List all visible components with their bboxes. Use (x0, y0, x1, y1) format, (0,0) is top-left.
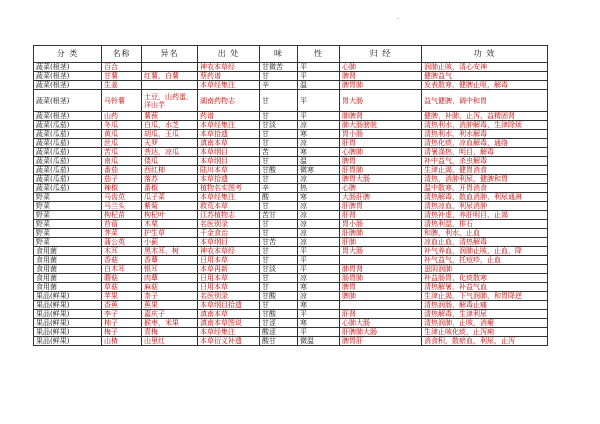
name-cell: 山药 (102, 112, 142, 121)
header-taste: 味 (260, 46, 298, 63)
table-row (34, 310, 548, 319)
effect-cell: 生津止渴，下气润肺，和胃降逆 (422, 292, 548, 301)
nature-cell: 温 (298, 81, 340, 90)
channel-cell: 心肺大肠 (340, 319, 422, 328)
category-cell: 蔬菜(瓜茄) (34, 175, 102, 184)
header-alias: 异名 (142, 46, 198, 63)
alias-cell: 香蕈 (142, 256, 198, 265)
origin-cell: 千金食治 (198, 229, 260, 238)
channel-cell: 肺脾肾 (340, 112, 422, 121)
category-cell: 果品(鲜果) (34, 292, 102, 301)
category-cell: 蔬菜(根茎) (34, 81, 102, 90)
category-cell: 野菜 (34, 229, 102, 238)
category-cell: 野菜 (34, 220, 102, 229)
nature-cell: 寒 (298, 193, 340, 202)
taste-cell: 甘淡 (260, 121, 298, 130)
name-cell: 甘薯 (102, 72, 142, 81)
taste-cell: 甘淡 (260, 265, 298, 274)
alias-cell: 倭瓜 (142, 157, 198, 166)
channel-cell: 肺大肠膀胱 (340, 121, 422, 130)
origin-cell: 陆川本草 (198, 166, 260, 175)
taste-cell: 甘 (260, 274, 298, 283)
effect-cell: 清热凉血，利尿消肿 (422, 202, 548, 211)
origin-cell: 神农本草经 (198, 63, 260, 72)
category-cell: 蔬菜(根茎) (34, 112, 102, 121)
nature-cell: 平 (298, 247, 340, 256)
nature-cell: 平 (298, 63, 340, 72)
alias-cell: 蕉果 (142, 301, 198, 310)
effect-cell: 健脾，补肺，止泻，益精固肾 (422, 112, 548, 121)
nature-cell: 平 (298, 112, 340, 121)
name-cell: 生姜 (102, 81, 142, 90)
alias-cell: 木栗 (142, 220, 198, 229)
table-row (34, 72, 548, 81)
name-cell: 南瓜 (102, 157, 142, 166)
name-cell: 马铃薯 (102, 90, 142, 112)
alias-cell: 胡瓜，王瓜 (142, 130, 198, 139)
nature-cell: 平 (298, 72, 340, 81)
alias-cell: 嘉庆子 (142, 310, 198, 319)
nature-cell: 寒 (298, 130, 340, 139)
name-cell: 蘑菇 (102, 274, 142, 283)
table-row (34, 328, 548, 337)
alias-cell: 白瓜，水芝 (142, 121, 198, 130)
channel-cell: 胃大肠 (340, 247, 422, 256)
effect-cell: 清热润肺，止咳，消瘿 (422, 319, 548, 328)
channel-cell: 肠胃肺 (340, 274, 422, 283)
alias-cell: 护生草 (142, 229, 198, 238)
alias-cell: 山里红 (142, 337, 198, 346)
alias-cell: 土豆，山药蛋，洋山芋 (142, 90, 198, 112)
effect-cell: 补益肠胃，化痰散寒 (422, 274, 548, 283)
table-row (34, 283, 548, 292)
nature-cell: 寒 (298, 283, 340, 292)
category-cell: 蔬菜(瓜茄) (34, 139, 102, 148)
nature-cell: 凉 (298, 274, 340, 283)
origin-cell: 救荒本草 (198, 202, 260, 211)
table-row (34, 81, 548, 90)
name-cell: 辣椒 (102, 184, 142, 193)
table-row (34, 121, 548, 130)
herbal-food-table-sheet (33, 45, 547, 346)
name-cell: 香蕉 (102, 301, 142, 310)
category-cell: 蔬菜(瓜茄) (34, 130, 102, 139)
effect-cell: 凉血止血，清热解毒 (422, 238, 548, 247)
category-cell: 蔬菜(瓜茄) (34, 166, 102, 175)
category-cell: 果品(鲜果) (34, 337, 102, 346)
effect-cell: 清暑涤热，明目，解毒 (422, 148, 548, 157)
table-row (34, 265, 548, 274)
effect-cell: 补中益气，杀虫解毒 (422, 157, 548, 166)
table-row (34, 90, 548, 112)
name-cell: 李子 (102, 310, 142, 319)
origin-cell: 日用本草 (198, 256, 260, 265)
taste-cell: 甘 (260, 229, 298, 238)
table-row (34, 148, 548, 157)
taste-cell: 甘 (260, 301, 298, 310)
name-cell: 丝瓜 (102, 139, 142, 148)
table-row (34, 247, 548, 256)
effect-cell: 清热利湿，排石 (422, 220, 548, 229)
table-row (34, 256, 548, 265)
origin-cell: 本草纲目拾遗 (198, 301, 260, 310)
taste-cell: 苦 (260, 148, 298, 157)
taste-cell: 甘酸 (260, 310, 298, 319)
name-cell: 木耳 (102, 247, 142, 256)
alias-cell: 猴枣，米果 (142, 319, 198, 328)
name-cell: 马兰头 (102, 202, 142, 211)
effect-cell: 清热润肠，解毒止痛 (422, 301, 548, 310)
origin-cell: 本草纲目 (198, 148, 260, 157)
table-row (34, 139, 548, 148)
table-row (34, 175, 548, 184)
alias-cell: 菩达，凉瓜 (142, 148, 198, 157)
effect-cell: 清热补虚，养肝明目，止渴 (422, 211, 548, 220)
effect-cell: 清热利水，利水解毒 (422, 130, 548, 139)
origin-cell: 本草经集注 (198, 121, 260, 130)
origin-cell: 湖南药物志 (198, 90, 260, 112)
page-mark: · (397, 16, 399, 23)
name-cell: 荠菜 (102, 229, 142, 238)
effect-cell: 清热，消肿利尿，健脾和胃 (422, 175, 548, 184)
taste-cell: 甘微苦 (260, 63, 298, 72)
effect-cell: 温中散寒，开胃消食 (422, 184, 548, 193)
name-cell: 冬瓜 (102, 121, 142, 130)
taste-cell: 甘 (260, 90, 298, 112)
channel-cell: 肝胃肺 (340, 166, 422, 175)
taste-cell: 甘酸 (260, 166, 298, 175)
effect-cell: 清热解毒，生津利尿 (422, 310, 548, 319)
table-row (34, 130, 548, 139)
effect-cell: 生津止渴，健胃消食 (422, 166, 548, 175)
table-header-row (34, 46, 548, 63)
effect-cell: 润肺止咳，清心安神 (422, 63, 548, 72)
nature-cell: 凉 (298, 202, 340, 211)
origin-cell: 本草纲目 (198, 238, 260, 247)
effect-cell: 清热化痰，凉血解毒，通络 (422, 139, 548, 148)
channel-cell: 脾胃 (340, 283, 422, 292)
name-cell: 苦瓜 (102, 148, 142, 157)
name-cell: 梅子 (102, 328, 142, 337)
origin-cell: 本草经集注 (198, 193, 260, 202)
taste-cell: 甘苦 (260, 238, 298, 247)
channel-cell: 脾胃大肠 (340, 175, 422, 184)
name-cell: 马齿苋 (102, 193, 142, 202)
nature-cell: 微寒 (298, 166, 340, 175)
effect-cell: 补气养血，润肺止咳，止血，降 (422, 247, 548, 256)
nature-cell: 平 (298, 90, 340, 112)
effect-cell: 消食积，散瘀血，利尿，止泻 (422, 337, 548, 346)
table-row (34, 319, 548, 328)
effect-cell: 生津止咳化痰，止泻痢 (422, 328, 548, 337)
effect-cell: 补气益气，托痘疹，止血 (422, 256, 548, 265)
taste-cell: 酸 (260, 193, 298, 202)
table-body (34, 63, 548, 346)
category-cell: 野菜 (34, 193, 102, 202)
name-cell: 番茄 (102, 166, 142, 175)
category-cell: 蔬菜(根茎) (34, 63, 102, 72)
origin-cell: 蔡药谱 (198, 72, 260, 81)
origin-cell: 名医别录 (198, 292, 260, 301)
channel-cell (340, 256, 422, 265)
category-cell: 果品(鲜果) (34, 328, 102, 337)
alias-cell: 黑木耳，树 (142, 247, 198, 256)
nature-cell: 平 (298, 310, 340, 319)
channel-cell: 胃小肠 (340, 220, 422, 229)
channel-cell: 心脾肺 (340, 148, 422, 157)
header-origin: 出 处 (198, 46, 260, 63)
channel-cell: 脾肾 (340, 72, 422, 81)
taste-cell: 甘 (260, 112, 298, 121)
taste-cell: 酸涩 (260, 328, 298, 337)
name-cell: 蒲公英 (102, 238, 142, 247)
table-row (34, 274, 548, 283)
food-property-table (33, 45, 548, 346)
header-name: 名称 (102, 46, 142, 63)
alias-cell: 青梅 (142, 328, 198, 337)
effect-cell: 清热利水，消肿解毒，生津除烦 (422, 121, 548, 130)
origin-cell: 本草纲目 (198, 157, 260, 166)
table-row (34, 301, 548, 310)
channel-cell: 肝肺 (340, 238, 422, 247)
origin-cell: 本草再新 (198, 265, 260, 274)
category-cell: 食用菌 (34, 283, 102, 292)
effect-cell: 益气健脾，调中和胃 (422, 90, 548, 112)
category-cell: 野菜 (34, 211, 102, 220)
origin-cell: 本草衍义补遗 (198, 337, 260, 346)
channel-cell (340, 301, 422, 310)
nature-cell: 寒 (298, 301, 340, 310)
nature-cell: 温 (298, 157, 340, 166)
nature-cell: 平 (298, 265, 340, 274)
origin-cell: 江苏植物志 (198, 211, 260, 220)
alias-cell: 枸杞叶 (142, 211, 198, 220)
effect-cell: 清热解暑，补益气血 (422, 283, 548, 292)
table-row (34, 112, 548, 121)
header-channel: 归 经 (340, 46, 422, 63)
taste-cell: 酸甘 (260, 337, 298, 346)
effect-cell: 健脾益气 (422, 72, 548, 81)
origin-cell: 本草经集注 (198, 81, 260, 90)
taste-cell: 辛 (260, 81, 298, 90)
taste-cell: 甘 (260, 220, 298, 229)
name-cell: 香菇 (102, 256, 142, 265)
name-cell: 苜蓿 (102, 220, 142, 229)
table-row (34, 202, 548, 211)
channel-cell: 胃大肠 (340, 90, 422, 112)
nature-cell: 寒 (298, 319, 340, 328)
nature-cell: 寒 (298, 148, 340, 157)
table-row (34, 157, 548, 166)
alias-cell: 红薯，白薯 (142, 72, 198, 81)
channel-cell: 脾胃肺 (340, 81, 422, 90)
channel-cell: 胃小肠 (340, 130, 422, 139)
name-cell: 白木耳 (102, 265, 142, 274)
nature-cell: 凉 (298, 121, 340, 130)
taste-cell: 甘 (260, 247, 298, 256)
origin-cell: 神农本草经 (198, 247, 260, 256)
name-cell: 百合 (102, 63, 142, 72)
origin-cell: 名医别录 (198, 220, 260, 229)
channel-cell: 肝胃 (340, 139, 422, 148)
name-cell: 山楂 (102, 337, 142, 346)
channel-cell: 肝肾 (340, 211, 422, 220)
nature-cell: 凉 (298, 229, 340, 238)
header-nature: 性 (298, 46, 340, 63)
category-cell: 蔬菜(瓜茄) (34, 121, 102, 130)
nature-cell: 凉 (298, 175, 340, 184)
header-effect: 功 效 (422, 46, 548, 63)
alias-cell: 番椒 (142, 184, 198, 193)
effect-cell: 和脾，利水，止血 (422, 229, 548, 238)
taste-cell: 甘酸 (260, 292, 298, 301)
alias-cell: 落苏 (142, 175, 198, 184)
taste-cell: 辛 (260, 184, 298, 193)
table-row (34, 238, 548, 247)
table-row (34, 229, 548, 238)
category-cell: 蔬菜(根茎) (34, 90, 102, 112)
taste-cell: 甘 (260, 130, 298, 139)
alias-cell: 肉蕈 (142, 274, 198, 283)
channel-cell: 肝肾 (340, 310, 422, 319)
table-row (34, 211, 548, 220)
alias-cell: 银耳 (142, 265, 198, 274)
effect-cell: 发表散寒，健脾止呕，解毒 (422, 81, 548, 90)
name-cell: 枸杞苗 (102, 211, 142, 220)
taste-cell: 甘 (260, 72, 298, 81)
channel-cell: 肝脾胃 (340, 202, 422, 211)
category-cell: 食用菌 (34, 265, 102, 274)
origin-cell: 滇南本草图说 (198, 319, 260, 328)
taste-cell: 甘涩 (260, 319, 298, 328)
category-cell: 食用菌 (34, 247, 102, 256)
nature-cell: 平 (298, 256, 340, 265)
channel-cell: 肝脾肺 (340, 229, 422, 238)
alias-cell: 小蓟 (142, 238, 198, 247)
alias-cell: 瓜子菜 (142, 193, 198, 202)
taste-cell: 甘 (260, 175, 298, 184)
nature-cell: 凉 (298, 211, 340, 220)
channel-cell: 心脾 (340, 184, 422, 193)
channel-cell: 肝脾肺大肠 (340, 328, 422, 337)
table-row (34, 63, 548, 72)
taste-cell: 苦甘 (260, 211, 298, 220)
table-row (34, 184, 548, 193)
category-cell: 野菜 (34, 238, 102, 247)
category-cell: 野菜 (34, 202, 102, 211)
channel-cell: 脾肺 (340, 292, 422, 301)
category-cell: 蔬菜(根茎) (34, 72, 102, 81)
taste-cell: 甘 (260, 283, 298, 292)
channel-cell: 脾胃 (340, 157, 422, 166)
nature-cell: 凉 (298, 139, 340, 148)
category-cell: 果品(鲜果) (34, 319, 102, 328)
category-cell: 食用菌 (34, 274, 102, 283)
table-row (34, 337, 548, 346)
channel-cell: 肺胃肾 (340, 265, 422, 274)
origin-cell: 本草拾遗 (198, 175, 260, 184)
origin-cell: 日用本草 (198, 283, 260, 292)
origin-cell: 植物名实图考 (198, 184, 260, 193)
effect-cell: 清热解毒，散血消肿，利尿通淋 (422, 193, 548, 202)
alias-cell: 紫菊 (142, 202, 198, 211)
header-category: 分 类 (34, 46, 102, 63)
table-row (34, 193, 548, 202)
nature-cell: 凉 (298, 238, 340, 247)
nature-cell: 热 (298, 184, 340, 193)
alias-cell (142, 81, 198, 90)
taste-cell: 甘 (260, 202, 298, 211)
effect-cell: 滋阴润肺 (422, 265, 548, 274)
alias-cell: 薯蓣 (142, 112, 198, 121)
category-cell: 食用菌 (34, 256, 102, 265)
origin-cell: 本草拾遗 (198, 130, 260, 139)
origin-cell: 药谱 (198, 112, 260, 121)
name-cell: 茄子 (102, 175, 142, 184)
name-cell: 黄瓜 (102, 130, 142, 139)
origin-cell: 滇南本草 (198, 139, 260, 148)
table-row (34, 292, 548, 301)
category-cell: 蔬菜(瓜茄) (34, 184, 102, 193)
origin-cell: 本草经集注 (198, 328, 260, 337)
category-cell: 果品(鲜果) (34, 301, 102, 310)
category-cell: 果品(鲜果) (34, 310, 102, 319)
channel-cell: 脾胃肝 (340, 337, 422, 346)
nature-cell: 平 (298, 328, 340, 337)
name-cell: 苹果 (102, 292, 142, 301)
nature-cell: 凉 (298, 220, 340, 229)
channel-cell: 心肺 (340, 63, 422, 72)
name-cell: 柿子 (102, 319, 142, 328)
alias-cell: 麻菇 (142, 283, 198, 292)
category-cell: 蔬菜(瓜茄) (34, 157, 102, 166)
category-cell: 蔬菜(瓜茄) (34, 148, 102, 157)
table-row (34, 220, 548, 229)
alias-cell: 柰子 (142, 292, 198, 301)
table-row (34, 166, 548, 175)
nature-cell: 微温 (298, 337, 340, 346)
taste-cell: 甘 (260, 139, 298, 148)
nature-cell: 凉 (298, 292, 340, 301)
taste-cell: 甘 (260, 157, 298, 166)
alias-cell: 天罗 (142, 139, 198, 148)
name-cell: 草菇 (102, 283, 142, 292)
origin-cell: 日用本草 (198, 274, 260, 283)
alias-cell: 西红柿 (142, 166, 198, 175)
channel-cell: 大肠肝脾 (340, 193, 422, 202)
taste-cell: 甘 (260, 256, 298, 265)
origin-cell: 滇南本草 (198, 310, 260, 319)
alias-cell (142, 63, 198, 72)
